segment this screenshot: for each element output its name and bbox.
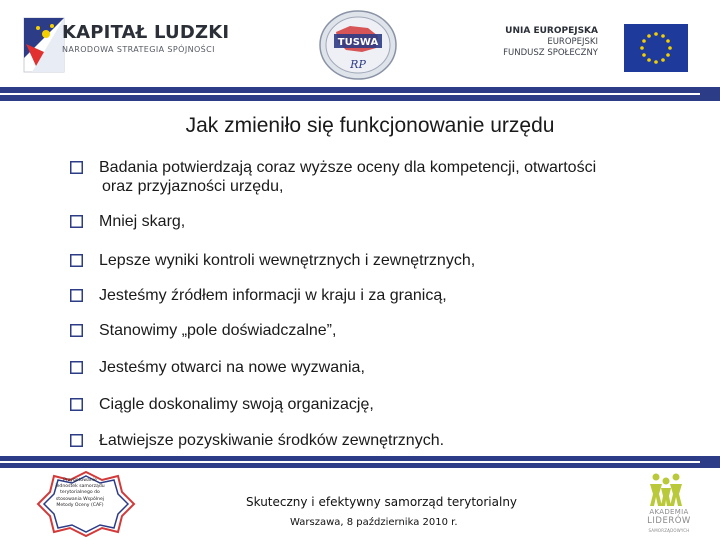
eu-line2: EUROPEJSKI bbox=[547, 37, 598, 47]
checkbox-bullet-icon bbox=[70, 215, 83, 228]
eu-line3: FUNDUSZ SPOŁECZNY bbox=[503, 48, 598, 58]
kapital-ludzki-subtitle: NARODOWA STRATEGIA SPÓJNOŚCI bbox=[62, 45, 215, 54]
center-logo-top-text: TUSWA bbox=[337, 37, 379, 48]
checkbox-bullet-icon bbox=[70, 434, 83, 447]
bullet-item bbox=[70, 321, 710, 340]
header-band-stripe bbox=[0, 93, 700, 95]
footer-event-title: Skuteczny i efektywny samorząd terytorialny bbox=[246, 495, 518, 509]
kapital-ludzki-text bbox=[62, 22, 229, 54]
bullet-item bbox=[70, 286, 710, 305]
kapital-ludzki-title: KAPITAŁ LUDZKI bbox=[62, 22, 230, 43]
akademia-line3: SAMORZĄDOWYCH bbox=[648, 528, 690, 533]
tuswa-emblem-icon bbox=[316, 8, 400, 82]
checkbox-bullet-icon bbox=[70, 324, 83, 337]
footer-band-stripe bbox=[0, 461, 700, 463]
stamp-text: Przygotowanie jednostek samorządu terytorialnego do stosowania Wspólnej Metody Oceny (CAF) bbox=[55, 478, 105, 508]
bullet-item bbox=[70, 251, 710, 270]
bullet-item bbox=[70, 158, 710, 196]
bullet-item bbox=[70, 212, 710, 231]
bullet-text: Badania potwierdzają coraz wyższe oceny dla kompetencji, otwartości bbox=[99, 159, 597, 176]
bullet-text-continued: oraz przyjazności urzędu, bbox=[102, 178, 284, 195]
slide-title: Jak zmieniło się funkcjonowanie urzędu bbox=[185, 114, 555, 137]
eu-flag-icon bbox=[624, 24, 688, 72]
checkbox-bullet-icon bbox=[70, 289, 83, 302]
bullet-text: Stanowimy „pole doświadczalne”, bbox=[99, 322, 337, 339]
checkbox-bullet-icon bbox=[70, 254, 83, 267]
akademia-line1: AKADEMIA bbox=[649, 508, 689, 516]
center-logo bbox=[316, 8, 400, 82]
akademia-liderow-text bbox=[642, 508, 696, 535]
akademia-liderow-figures-icon bbox=[646, 472, 686, 508]
bullet-text: Ciągle doskonalimy swoją organizację, bbox=[99, 396, 374, 413]
bullet-text: Jesteśmy otwarci na nowe wyzwania, bbox=[99, 359, 365, 376]
kapital-ludzki-emblem-icon bbox=[22, 14, 66, 76]
bullet-item bbox=[70, 395, 710, 414]
eu-line1: UNIA EUROPEJSKA bbox=[505, 26, 598, 36]
eu-text bbox=[488, 26, 598, 59]
bullet-item bbox=[70, 358, 710, 377]
bullet-text: Jesteśmy źródłem informacji w kraju i za granicą, bbox=[99, 287, 447, 304]
bullet-text: Lepsze wyniki kontroli wewnętrznych i zewnętrznych, bbox=[99, 252, 476, 269]
bullet-text: Mniej skarg, bbox=[99, 213, 186, 230]
center-logo-bottom-text: RP bbox=[350, 58, 366, 71]
bullet-text: Łatwiejsze pozyskiwanie środków zewnętrznych. bbox=[99, 432, 445, 449]
checkbox-bullet-icon bbox=[70, 398, 83, 411]
footer-event-date: Warszawa, 8 października 2010 r. bbox=[290, 517, 458, 528]
checkbox-bullet-icon bbox=[70, 361, 83, 374]
checkbox-bullet-icon bbox=[70, 161, 83, 174]
akademia-line2: LIDERÓW bbox=[647, 516, 691, 526]
bullet-item bbox=[70, 431, 710, 450]
